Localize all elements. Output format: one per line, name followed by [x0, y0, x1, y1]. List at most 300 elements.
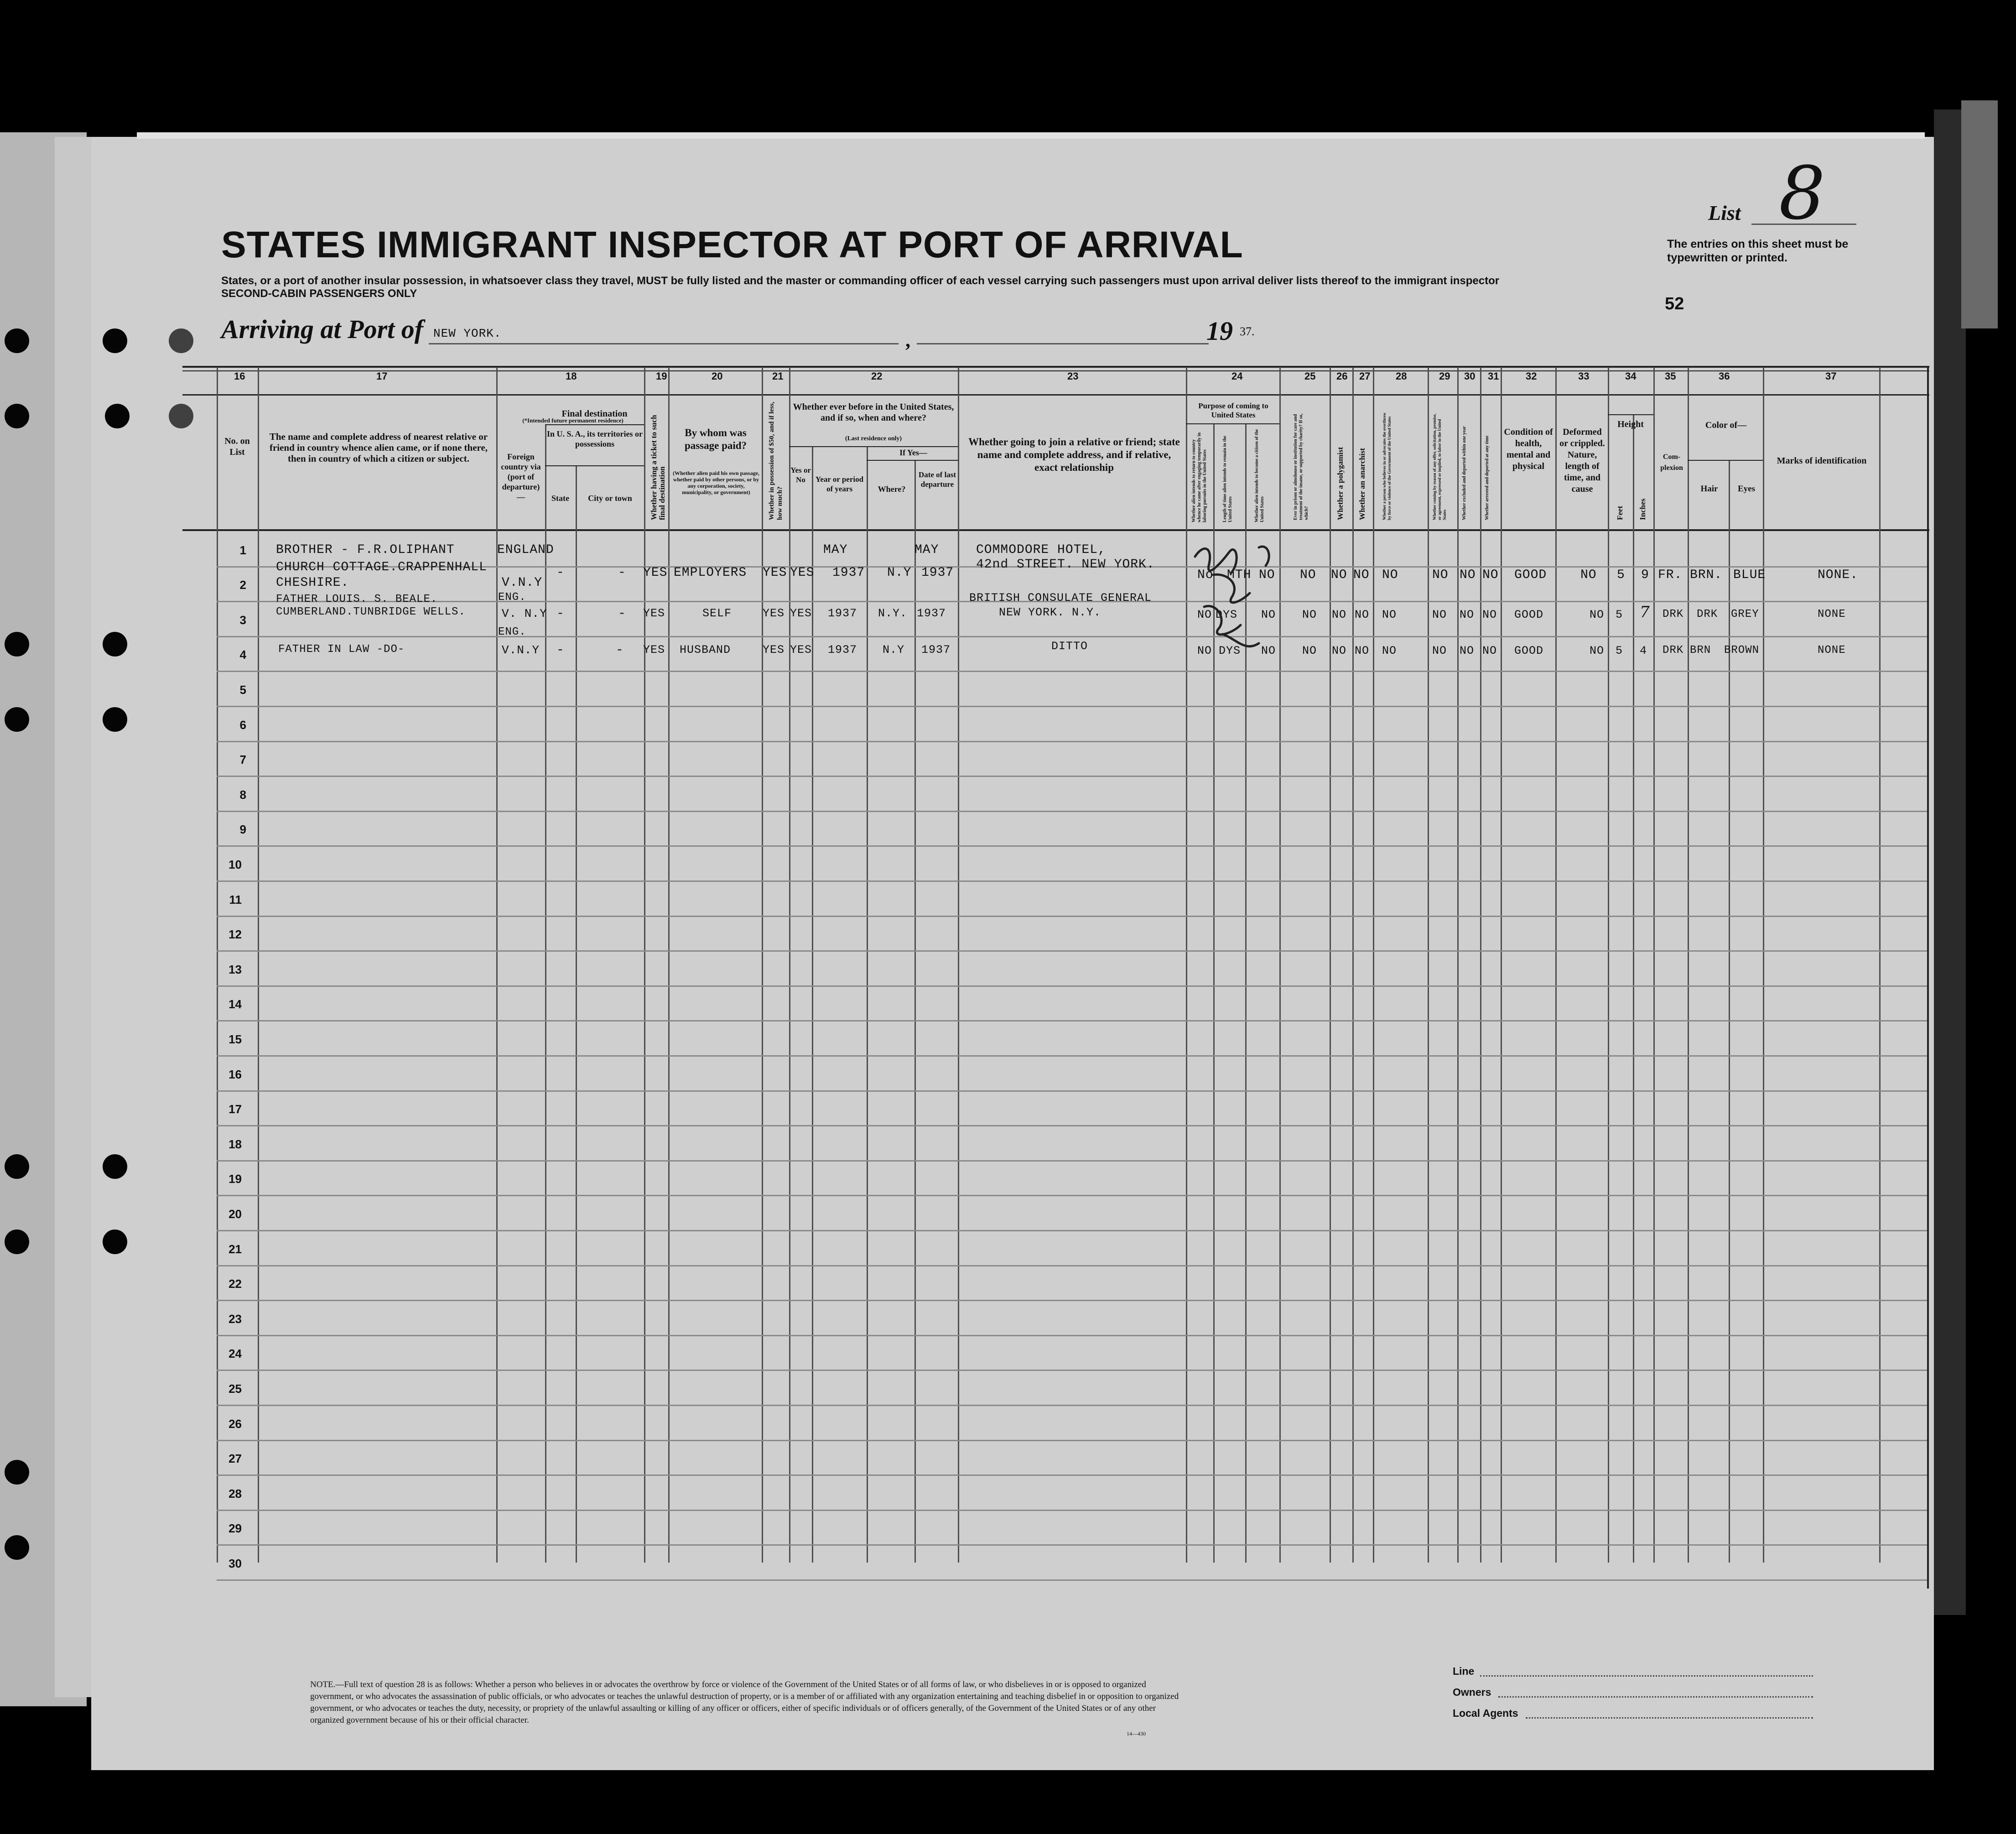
- header-intends-citizen: Whether alien intends to become a citizen of the United States: [1254, 429, 1265, 522]
- entry-1-been-before: YES: [790, 566, 815, 580]
- row-number: 4: [239, 648, 246, 662]
- row-number: 3: [239, 613, 246, 627]
- entry-1-year-month: MAY: [823, 543, 848, 557]
- row-rule: [217, 741, 1927, 742]
- row-number: 15: [229, 1032, 242, 1046]
- header-purpose: Purpose of coming to United States: [1198, 401, 1268, 419]
- entry-3-joining-line1: DITTO: [1051, 640, 1088, 653]
- entry-2-marks: NONE: [1818, 608, 1846, 620]
- entry-3-anarchist: NO: [1355, 644, 1370, 657]
- header-city: City or town: [588, 494, 632, 503]
- entry-3-been-before: YES: [790, 643, 812, 656]
- entry-1-length: MTH: [1227, 568, 1252, 582]
- column-rule: [1352, 367, 1354, 1563]
- subheader-rule: [545, 465, 644, 466]
- row-number: 27: [229, 1452, 242, 1465]
- year-prefix: 19: [1206, 316, 1233, 346]
- column-number: 23: [1067, 370, 1079, 382]
- column-rule: [867, 447, 868, 1563]
- date-underline: [917, 343, 1209, 344]
- row-rule: [217, 1300, 1927, 1301]
- page-number: 52: [1665, 294, 1684, 313]
- entry-3-prison: NO: [1302, 644, 1317, 657]
- column-rule: [258, 367, 259, 1563]
- entry-1-citizen: NO: [1259, 568, 1275, 582]
- punch-hole: [103, 707, 127, 732]
- entry-1-city: -: [618, 566, 626, 580]
- entry-2-joining-line1: BRITISH CONSULATE GENERAL: [969, 591, 1152, 604]
- row-rule: [217, 881, 1927, 882]
- row-rule: [217, 706, 1927, 707]
- punch-hole: [5, 1535, 29, 1560]
- header-passage-paid: By whom was passage paid?: [684, 427, 747, 451]
- row-number: 10: [229, 858, 242, 871]
- entry-1-passage-paid: EMPLOYERS: [674, 566, 747, 580]
- entry-3-offer: NO: [1432, 644, 1447, 657]
- entry-3-city: -: [616, 643, 624, 657]
- column-rule: [1729, 461, 1730, 1563]
- row-number: 19: [229, 1172, 242, 1186]
- port-underline: [429, 343, 899, 344]
- row-rule: [217, 1510, 1927, 1511]
- row-number: 12: [229, 927, 242, 941]
- header-eyes: Eyes: [1738, 484, 1755, 494]
- column-number: 16: [234, 370, 245, 382]
- row-number: 20: [229, 1207, 242, 1221]
- entry-2-ticket: YES: [643, 607, 665, 620]
- entry-3-ticket: YES: [643, 643, 665, 656]
- entry-1-eyes: BLUE: [1733, 568, 1766, 582]
- page-title: STATES IMMIGRANT INSPECTOR AT PORT OF ARRIVAL: [221, 224, 1243, 266]
- entry-2-overthrow: NO: [1382, 608, 1397, 621]
- comma: ,: [905, 329, 910, 351]
- row-number: 2: [239, 578, 246, 592]
- entry-3-feet: 5: [1616, 644, 1623, 657]
- column-rule: [644, 367, 645, 1563]
- row-rule: [217, 1265, 1927, 1266]
- entry-3-year: 1937: [828, 643, 857, 656]
- row-number: 11: [229, 893, 242, 907]
- row-rule: [217, 1160, 1927, 1162]
- row-number: 29: [229, 1521, 242, 1535]
- row-rule: [217, 985, 1927, 987]
- entry-3-citizen: NO: [1261, 644, 1276, 657]
- punch-hole: [103, 328, 127, 353]
- row-rule: [217, 1125, 1927, 1126]
- owners-field: [1498, 1696, 1813, 1698]
- subheader-rule: [1688, 460, 1763, 461]
- header-color-of: Color of—: [1705, 420, 1747, 430]
- entry-3-polygamist: NO: [1332, 644, 1347, 657]
- entry-1-where: N.Y: [887, 566, 912, 580]
- footer-note: NOTE.—Full text of question 28 is as follows: Whether a person who believes in or advocates the overthrow by force or violence of the Government of the United States or of all forms of law, or who disbelieves in or is opposed to organized government, or who advocates the assassination of public officials, or who advocates or teaches the unlawful destruction of property, or is a member of or affiliated with any organization entertaining and teaching disbelief in or opposition to organized government, or who advocates or teaches the duty, necessity, or propriety of the unlawful assaulting or killing of any officer or officers, either of specific individuals or of officers generally, of the Government of the United States or of any other organized government because of his or their official character.: [310, 1680, 1179, 1725]
- entry-3-date-year: 1937: [921, 643, 951, 656]
- header-if-yes: If Yes—: [899, 448, 927, 457]
- header-prison: Ever in prison or almshouse or institution for care and treatment of the insane, or supported by charity? If so, which?: [1293, 413, 1309, 520]
- row-rule: [217, 1335, 1927, 1336]
- local-agents-label: Local Agents: [1453, 1707, 1518, 1719]
- header-been-before-note: (Last residence only): [845, 435, 902, 442]
- row-number: 5: [239, 683, 246, 697]
- column-number: 33: [1578, 370, 1590, 382]
- entry-3-length: DYS: [1219, 644, 1241, 657]
- header-deformed: Deformed or crippled. Nature, length of time, and cause: [1559, 427, 1605, 494]
- entry-2-where: N.Y.: [878, 607, 908, 620]
- column-number: 19: [656, 370, 667, 382]
- entry-1-state: -: [556, 566, 565, 580]
- column-rule: [1330, 367, 1331, 1563]
- row-rule: [217, 636, 1927, 637]
- entry-2-excluded: NO: [1460, 608, 1475, 621]
- column-rule: [914, 461, 916, 1563]
- column-number: 18: [566, 370, 577, 382]
- column-rule: [762, 367, 763, 1563]
- punch-hole: [5, 1230, 29, 1254]
- column-rule: [1555, 367, 1557, 1563]
- header-anarchist: Whether an anarchist: [1358, 448, 1367, 520]
- entry-2-health: GOOD: [1514, 608, 1544, 621]
- entry-2-offer: NO: [1432, 608, 1447, 621]
- entry-2-polygamist: NO: [1332, 608, 1347, 621]
- inspector-annotation-scribble: [1186, 529, 1304, 666]
- row-number: 8: [239, 788, 246, 802]
- entry-1-year: 1937: [832, 566, 865, 580]
- header-year: Year or period of years: [815, 475, 864, 493]
- entry-2-prison: NO: [1302, 608, 1317, 621]
- header-final-destination-note: (*Intended future permanent residence): [522, 417, 624, 424]
- row-rule: [217, 1440, 1927, 1441]
- sheet-top-edge: [137, 132, 1925, 139]
- column-number: 28: [1396, 370, 1407, 382]
- header-feet: Feet: [1616, 505, 1624, 520]
- passenger-class: SECOND-CABIN PASSENGERS ONLY: [221, 287, 417, 300]
- entry-2-hair: DRK: [1697, 608, 1718, 620]
- entry-3-inches: 4: [1640, 644, 1647, 657]
- entry-3-overthrow: NO: [1382, 644, 1397, 657]
- table-top-rule: [182, 366, 1929, 368]
- entry-1-deformed: NO: [1580, 568, 1597, 582]
- entry-1-date-year: 1937: [921, 566, 954, 580]
- entry-2-foreign-country: ENG.: [498, 591, 526, 604]
- line-label: Line: [1453, 1665, 1475, 1677]
- subheader-rule: [545, 424, 644, 425]
- row-number: 1: [239, 543, 246, 557]
- row-number: 18: [229, 1137, 242, 1151]
- column-number: 30: [1464, 370, 1476, 382]
- row-rule: [217, 1230, 1927, 1231]
- entry-1-relative-line1: BROTHER - F.R.OLIPHANT: [276, 543, 455, 557]
- local-agents-field: [1526, 1717, 1813, 1719]
- column-number: 27: [1359, 370, 1371, 382]
- punch-hole: [5, 632, 29, 656]
- entry-3-deformed: NO: [1590, 644, 1605, 657]
- entry-3-passage-paid: HUSBAND: [680, 643, 731, 656]
- subheader-rule: [1186, 423, 1279, 424]
- row-rule: [217, 950, 1927, 952]
- punch-hole: [5, 1154, 29, 1179]
- header-bottom-rule: [182, 529, 1929, 531]
- column-number: 20: [712, 370, 723, 382]
- entry-1-prison: NO: [1300, 568, 1316, 582]
- entry-1-has-50: YES: [763, 566, 787, 580]
- entry-1-feet: 5: [1617, 568, 1625, 582]
- entry-2-passage-paid: SELF: [702, 607, 732, 620]
- column-rule: [668, 367, 670, 1563]
- header-final-destination: Final destination: [561, 409, 628, 419]
- column-number: 34: [1625, 370, 1637, 382]
- column-rule: [1763, 367, 1764, 1563]
- header-in-usa: In U. S. A., its territories or possessions: [547, 429, 643, 448]
- punch-hole: [103, 1154, 127, 1179]
- entry-1-foreign-country: ENGLAND: [497, 543, 554, 557]
- header-passage-note: (Whether alien paid his own passage, whether paid by other persons, or by any corporation, society, municipality, or government): [673, 470, 759, 495]
- entry-2-has-50: YES: [763, 607, 785, 620]
- column-rule: [1688, 367, 1689, 1563]
- entry-2-return: NO: [1197, 608, 1212, 621]
- entry-1-inches: 9: [1641, 568, 1649, 582]
- row-number: 17: [229, 1102, 242, 1116]
- header-been-before: Whether ever before in the United States, and if so, when and where?: [793, 402, 954, 423]
- column-number-rule: [182, 394, 1929, 396]
- port-value: NEW YORK.: [433, 327, 502, 340]
- header-height: Height: [1617, 419, 1644, 429]
- entry-1-deported: NO: [1482, 568, 1499, 582]
- header-overthrow: Whether a person who believes in or advocates the overthrow by force or violence of the Government of the United States: [1382, 412, 1392, 520]
- column-number: 35: [1665, 370, 1676, 382]
- entry-2-length: DYS: [1216, 608, 1238, 621]
- row-number: 13: [229, 963, 242, 976]
- entry-3-where: N.Y: [883, 643, 905, 656]
- entry-3-foreign-country: ENG.: [498, 626, 526, 638]
- binding-shadow: [1961, 100, 1998, 328]
- column-rule: [1457, 367, 1459, 1563]
- row-number: 24: [229, 1347, 242, 1360]
- list-number: 8: [1779, 151, 1825, 236]
- row-number: 30: [229, 1557, 242, 1570]
- entry-1-joining-line1: COMMODORE HOTEL,: [976, 543, 1106, 557]
- column-number: 37: [1825, 370, 1837, 382]
- entry-2-inches: 7: [1640, 603, 1650, 621]
- header-nearest-relative: The name and complete address of nearest relative or friend in country whence alien came, or if none there, then in country of which a citizen or subject.: [269, 431, 488, 464]
- column-rule: [1428, 367, 1429, 1563]
- column-number: 25: [1304, 370, 1316, 382]
- entry-1-relative-line3: CHESHIRE.: [276, 576, 349, 590]
- row-rule: [217, 776, 1927, 777]
- header-inches: Inches: [1638, 498, 1647, 520]
- entry-3-has-50: YES: [763, 643, 785, 656]
- entry-1-polygamist: NO: [1331, 568, 1347, 582]
- column-rule: [1480, 367, 1481, 1563]
- row-number: 7: [239, 753, 246, 766]
- row-rule: [217, 1055, 1927, 1057]
- row-rule: [217, 1405, 1927, 1406]
- header-state: State: [551, 494, 569, 503]
- line-field: [1480, 1675, 1813, 1677]
- row-rule: [217, 1474, 1927, 1476]
- entry-3-deported: NO: [1482, 644, 1497, 657]
- entry-2-port-departure: V. N.Y: [502, 607, 547, 620]
- column-number: 26: [1336, 370, 1348, 382]
- entry-2-been-before: YES: [790, 607, 812, 620]
- entry-2-citizen: NO: [1261, 608, 1276, 621]
- entry-3-hair: BRN: [1690, 644, 1711, 656]
- punch-hole: [105, 404, 130, 428]
- next-page-edge: [1934, 109, 1966, 1615]
- entry-3-eyes: BROWN: [1724, 644, 1760, 656]
- row-number: 6: [239, 718, 246, 732]
- entry-1-marks: NONE.: [1818, 568, 1859, 582]
- row-rule: [217, 1579, 1927, 1581]
- row-rule: [217, 916, 1927, 917]
- header-marks-identification: Marks of identification: [1777, 456, 1867, 466]
- row-rule: [217, 1370, 1927, 1371]
- entry-1-port-departure: V.N.Y: [502, 576, 543, 590]
- list-label: List: [1708, 201, 1741, 224]
- header-ticket: Whether having a ticket to such final destination: [649, 415, 666, 520]
- column-number: 32: [1526, 370, 1537, 382]
- header-joining-relative: Whether going to join a relative or friend; state name and complete address, and if relative, exact relationship: [968, 436, 1180, 473]
- punch-hole: [103, 1230, 127, 1254]
- row-number: 21: [229, 1242, 242, 1256]
- punch-hole: [5, 328, 29, 353]
- row-number: 23: [229, 1312, 242, 1326]
- subheader-rule: [1608, 414, 1653, 415]
- manifest-sheet: [91, 137, 1934, 1770]
- row-number: 28: [229, 1487, 242, 1501]
- entry-2-state: -: [556, 607, 565, 621]
- entry-1-offer: NO: [1432, 568, 1449, 582]
- header-length-of-stay: Length of time alien intends to remain in the United States: [1222, 436, 1233, 522]
- punch-hole: [5, 707, 29, 732]
- header-hair: Hair: [1700, 484, 1718, 494]
- entry-2-date-year: 1937: [917, 607, 946, 620]
- page-subtitle: States, or a port of another insular possession, in whatsoever class they travel, MUST be fully listed and the master or commanding officer of each vessel carrying such passengers must upon arrival deliver lists thereof to the immigrant inspector: [221, 275, 1500, 287]
- entry-3-port-departure: V.N.Y: [502, 643, 540, 657]
- entry-2-joining-line2: NEW YORK. N.Y.: [999, 606, 1102, 619]
- punch-hole: [169, 404, 193, 428]
- entry-1-overthrow: NO: [1382, 568, 1398, 582]
- column-number: 36: [1719, 370, 1730, 382]
- header-intends-return: Whether alien intends to return to country whence he came after engaging temporarily in laboring pursuits in the United States: [1191, 432, 1207, 522]
- column-rule: [1373, 367, 1374, 1563]
- entry-1-relative-line2: CHURCH COTTAGE.CRAPPENHALL: [276, 560, 487, 574]
- entry-1-anarchist: NO: [1353, 568, 1370, 582]
- punch-hole: [5, 1460, 29, 1485]
- column-rule: [789, 367, 790, 1563]
- row-number: 9: [239, 823, 246, 836]
- column-number: 29: [1439, 370, 1450, 382]
- column-number: 31: [1488, 370, 1499, 382]
- row-number: 14: [229, 997, 242, 1011]
- row-rule: [217, 1544, 1927, 1546]
- port-label: Arriving at Port of: [221, 314, 424, 344]
- column-rule: [1633, 415, 1634, 1563]
- row-rule: [217, 1195, 1927, 1196]
- row-rule: [217, 845, 1927, 847]
- entry-1-excluded: NO: [1460, 568, 1476, 582]
- column-rule: [1608, 367, 1609, 1563]
- entry-2-eyes: GREY: [1731, 608, 1759, 620]
- header-where: Where?: [878, 485, 906, 494]
- entry-2-relative-line1: FATHER LOUIS. S. BEALE.: [276, 593, 438, 605]
- column-rule: [1653, 367, 1655, 1563]
- entry-3-marks: NONE: [1818, 644, 1846, 656]
- header-complexion: Com-plexion: [1660, 453, 1683, 472]
- column-rule: [1501, 367, 1502, 1563]
- row-number: 25: [229, 1382, 242, 1396]
- header-has-50: Whether in possession of $50, and if less, how much?: [768, 401, 784, 520]
- subheader-rule: [867, 460, 958, 461]
- row-rule: [217, 1020, 1927, 1021]
- entry-2-year: 1937: [828, 607, 857, 620]
- column-rule: [812, 447, 813, 1563]
- header-yes-or-no: Yes or No: [790, 466, 811, 484]
- entry-1-return: No: [1197, 568, 1214, 582]
- column-number: 17: [376, 370, 388, 382]
- entry-3-state: -: [556, 643, 565, 657]
- year-suffix: 37.: [1240, 325, 1255, 338]
- form-number: 14—430: [1127, 1730, 1146, 1737]
- header-health: Condition of health, mental and physical: [1504, 427, 1553, 471]
- header-polygamist: Whether a polygamist: [1336, 447, 1345, 520]
- header-date-departure: Date of last departure: [918, 470, 956, 489]
- entry-1-health: GOOD: [1514, 568, 1547, 582]
- row-rule: [217, 811, 1927, 812]
- column-rule: [958, 367, 959, 1563]
- entry-1-ticket: YES: [643, 566, 668, 580]
- entry-1-complexion: FR.: [1658, 568, 1683, 582]
- entry-2-deformed: NO: [1590, 608, 1605, 621]
- row-number: 22: [229, 1277, 242, 1291]
- entry-3-relative-line1: FATHER IN LAW -DO-: [278, 643, 405, 656]
- header-deported: Whether arrested and deported at any time: [1485, 435, 1490, 520]
- column-rule: [545, 424, 546, 1563]
- header-foreign-country: Foreign country via (port of departure)—: [501, 452, 541, 501]
- column-number: 22: [871, 370, 883, 382]
- punch-hole: [103, 632, 127, 656]
- punch-hole: [5, 404, 29, 428]
- column-number: 24: [1231, 370, 1243, 382]
- entry-3-return: NO: [1197, 644, 1212, 657]
- row-number: 16: [229, 1068, 242, 1081]
- entry-3-excluded: NO: [1460, 644, 1475, 657]
- entry-1-hair: BRN.: [1690, 568, 1723, 582]
- header-offer-labor: Whether coming by reason of any offer, solicitation, promise, or agreement, expressed or implied, to labor in the United States: [1432, 413, 1447, 520]
- entry-1-date-month: MAY: [914, 543, 939, 557]
- entry-2-deported: NO: [1482, 608, 1497, 621]
- owners-label: Owners: [1453, 1686, 1491, 1698]
- entry-1-joining-line2: 42nd STREET. NEW YORK.: [976, 557, 1155, 572]
- column-rule: [1879, 367, 1881, 1563]
- typewritten-instruction: The entries on this sheet must be typewritten or printed.: [1667, 238, 1849, 264]
- entry-2-anarchist: NO: [1355, 608, 1370, 621]
- column-rule: [576, 465, 577, 1563]
- entry-3-complexion: DRK: [1663, 644, 1684, 656]
- entry-3-health: GOOD: [1514, 644, 1544, 657]
- entry-2-feet: 5: [1616, 608, 1623, 621]
- table-right-edge: [1927, 366, 1929, 1589]
- header-no-on-list: No. on List: [224, 436, 250, 457]
- entry-2-complexion: DRK: [1663, 608, 1684, 620]
- punch-hole: [169, 328, 193, 353]
- header-excluded: Whether excluded and deported within one year: [1462, 426, 1467, 520]
- row-number: 26: [229, 1417, 242, 1431]
- entry-2-relative-line2: CUMBERLAND.TUNBRIDGE WELLS.: [276, 606, 466, 618]
- row-rule: [217, 1090, 1927, 1092]
- entry-2-city: -: [618, 607, 626, 621]
- column-number: 21: [772, 370, 784, 382]
- row-rule: [217, 671, 1927, 672]
